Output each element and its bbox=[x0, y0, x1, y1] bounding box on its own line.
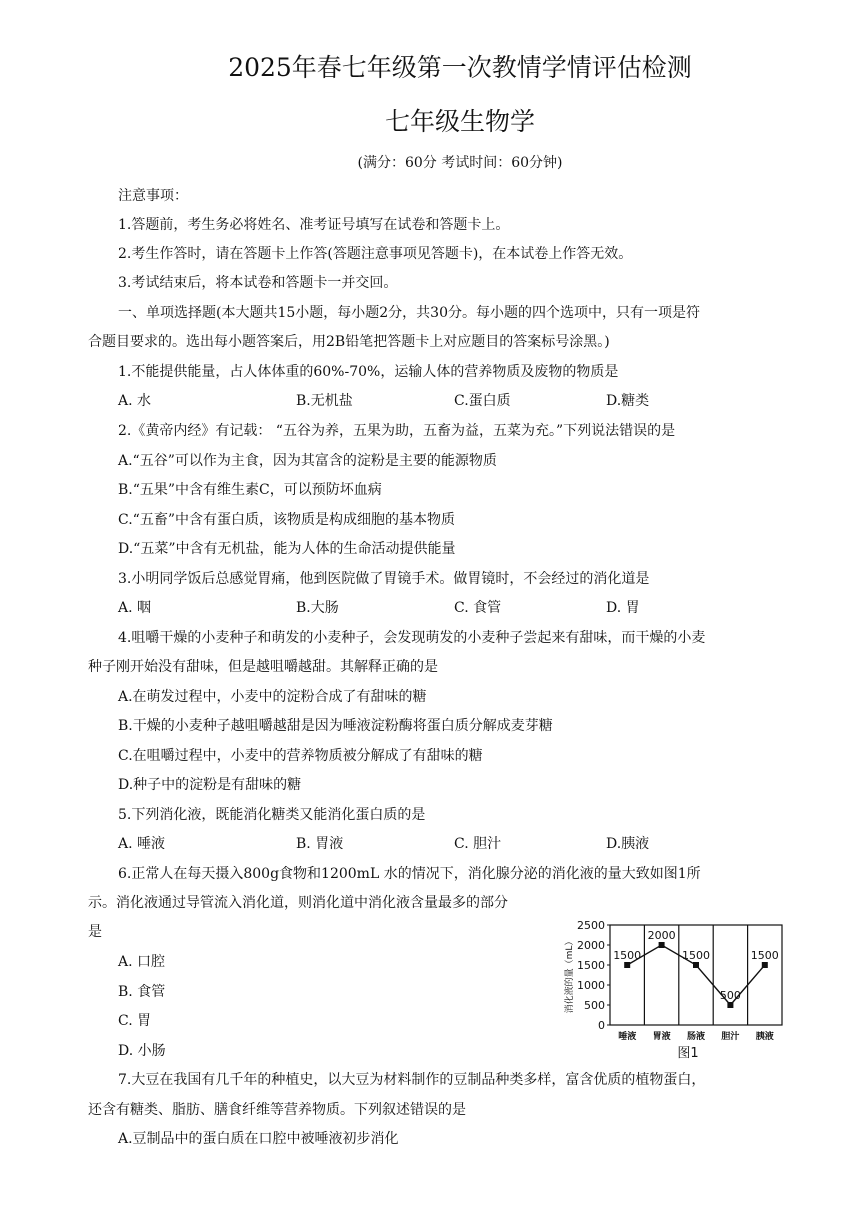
question-3-stem: 3.小明同学饭后总感觉胃痛，他到医院做了胃镜手术。做胃镜时，不会经过的消化道是 bbox=[118, 571, 650, 587]
notes-heading: 注意事项： bbox=[118, 188, 188, 204]
exam-title: 2025年春七年级第一次教情学情评估检测 bbox=[228, 53, 692, 82]
q5-option-d: D.胰液 bbox=[606, 836, 650, 852]
q4-option-a: A.在萌发过程中，小麦中的淀粉合成了有甜味的糖 bbox=[118, 689, 427, 705]
q1-option-c: C.蛋白质 bbox=[454, 393, 511, 409]
q6-option-c: C. 胃 bbox=[118, 1013, 152, 1029]
question-7-stem-line1: 7.大豆在我国有几千年的种植史，以大豆为材料制作的豆制品种类多样，富含优质的植物蛋白， bbox=[118, 1072, 706, 1088]
note-item-3: 3.考试结束后，将本试卷和答题卡一并交回。 bbox=[118, 275, 398, 291]
data-label: 1500 bbox=[613, 949, 642, 962]
q2-option-d: D.“五菜”中含有无机盐，能为人体的生命活动提供能量 bbox=[118, 541, 456, 557]
q4-option-d: D.种子中的淀粉是有甜味的糖 bbox=[118, 777, 302, 793]
y-tick-label: 2500 bbox=[577, 919, 605, 932]
q3-option-b: B.大肠 bbox=[296, 600, 339, 616]
data-point bbox=[659, 942, 665, 948]
q6-option-b: B. 食管 bbox=[118, 984, 166, 1000]
q1-option-a: A. 水 bbox=[118, 393, 152, 409]
q7-option-a: A.豆制品中的蛋白质在口腔中被唾液初步消化 bbox=[118, 1131, 399, 1147]
data-point bbox=[693, 962, 699, 968]
note-item-2: 2.考生作答时，请在答题卡上作答(答题注意事项见答题卡)，在本试卷上作答无效。 bbox=[118, 246, 633, 262]
subject-title: 七年级生物学 bbox=[384, 107, 535, 136]
q4-option-c: C.在咀嚼过程中，小麦中的营养物质被分解成了有甜味的糖 bbox=[118, 748, 483, 764]
x-tick-label: 肠液 bbox=[686, 1032, 706, 1042]
question-6-stem-line1: 6.正常人在每天摄入800g食物和1200mL 水的情况下，消化腺分泌的消化液的量大致如图1所 bbox=[118, 866, 701, 882]
figure-1-chart bbox=[560, 915, 790, 1065]
q2-option-c: C.“五畜”中含有蛋白质，该物质是构成细胞的基本物质 bbox=[118, 512, 455, 528]
q1-option-d: D.糖类 bbox=[606, 393, 650, 409]
data-label: 500 bbox=[719, 989, 741, 1002]
question-2-stem: 2.《黄帝内经》有记载： “五谷为养，五果为助，五畜为益，五菜为充。”下列说法错误的是 bbox=[118, 423, 676, 439]
x-tick-label: 胆汁 bbox=[721, 1032, 740, 1042]
data-label: 2000 bbox=[647, 929, 676, 942]
q3-option-d: D. 胃 bbox=[606, 600, 640, 616]
data-label: 1500 bbox=[750, 949, 779, 962]
figure-caption: 图1 bbox=[677, 1046, 699, 1061]
q4-option-b: B.干燥的小麦种子越咀嚼越甜是因为唾液淀粉酶将蛋白质分解成麦芽糖 bbox=[118, 718, 553, 734]
x-tick-label: 胰液 bbox=[755, 1032, 774, 1042]
y-tick-label: 2000 bbox=[577, 939, 605, 952]
q5-option-b: B. 胃液 bbox=[296, 836, 344, 852]
question-4-stem-line1: 4.咀嚼干燥的小麦种子和萌发的小麦种子，会发现萌发的小麦种子尝起来有甜味，而干燥的小麦 bbox=[118, 630, 706, 646]
y-tick-label: 1500 bbox=[577, 959, 605, 972]
x-tick-label: 胃液 bbox=[652, 1032, 671, 1042]
question-5-stem: 5.下列消化液，既能消化糖类又能消化蛋白质的是 bbox=[118, 807, 426, 823]
y-tick-label: 1000 bbox=[577, 979, 605, 992]
question-1-stem: 1.不能提供能量，占人体体重的60%-70%，运输人体的营养物质及废物的物质是 bbox=[118, 364, 619, 380]
q5-option-c: C. 胆汁 bbox=[454, 836, 502, 852]
exam-info: (满分：60分 考试时间：60分钟) bbox=[357, 155, 563, 171]
y-axis-label: 消化液的量（mL） bbox=[565, 936, 575, 1014]
x-tick-label: 唾液 bbox=[618, 1032, 637, 1042]
data-point bbox=[727, 1002, 733, 1008]
q3-option-a: A. 咽 bbox=[118, 600, 152, 616]
section-intro-line1: 一、单项选择题(本大题共15小题，每小题2分，共30分。每小题的四个选项中，只有一项是符 bbox=[118, 305, 700, 321]
q2-option-a: A.“五谷”可以作为主食，因为其富含的淀粉是主要的能源物质 bbox=[118, 453, 497, 469]
q6-option-d: D. 小肠 bbox=[118, 1043, 166, 1059]
data-point bbox=[762, 962, 768, 968]
section-intro-line2: 合题目要求的。选出每小题答案后，用2B铅笔把答题卡上对应题目的答案标号涂黑。) bbox=[88, 334, 610, 350]
q3-option-c: C. 食管 bbox=[454, 600, 502, 616]
y-tick-label: 500 bbox=[584, 999, 605, 1012]
note-item-1: 1.答题前，考生务必将姓名、准考证号填写在试卷和答题卡上。 bbox=[118, 217, 510, 233]
question-4-stem-line2: 种子刚开始没有甜味，但是越咀嚼越甜。其解释正确的是 bbox=[88, 659, 438, 675]
question-6-stem-line2: 示。消化液通过导管流入消化道，则消化道中消化液含量最多的部分 bbox=[88, 895, 508, 911]
q2-option-b: B.“五果”中含有维生素C，可以预防坏血病 bbox=[118, 482, 382, 498]
y-tick-label: 0 bbox=[598, 1019, 605, 1032]
q6-option-a: A. 口腔 bbox=[118, 954, 166, 970]
question-7-stem-line2: 还含有糖类、脂肪、膳食纤维等营养物质。下列叙述错误的是 bbox=[88, 1102, 466, 1118]
question-6-stem-line3: 是 bbox=[88, 924, 102, 940]
data-point bbox=[624, 962, 630, 968]
q1-option-b: B.无机盐 bbox=[296, 393, 353, 409]
data-label: 1500 bbox=[682, 949, 710, 962]
q5-option-a: A. 唾液 bbox=[118, 836, 166, 852]
